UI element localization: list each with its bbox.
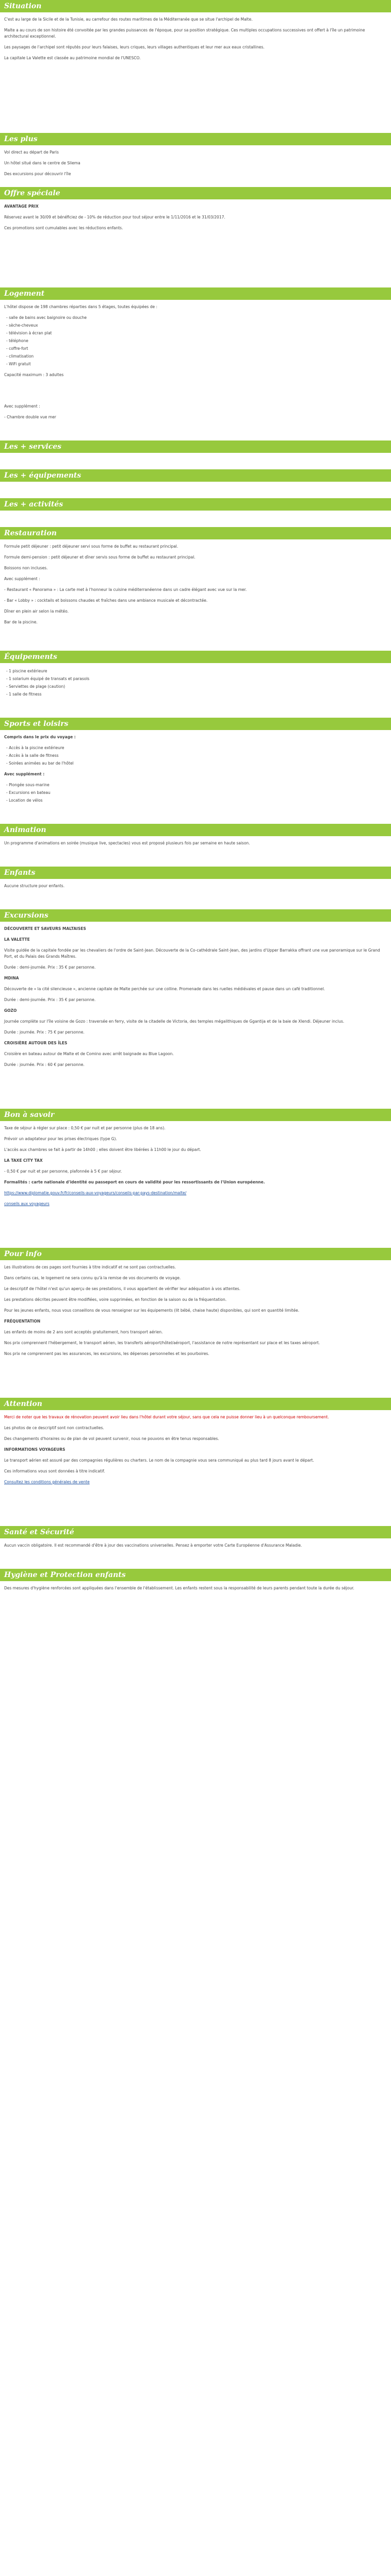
paragraph: Formule petit déjeuner : petit déjeuner servi sous forme de buffet au restaurant principal. [4,544,178,549]
section-situation [0,0,391,133]
list-item: - téléphone [6,338,28,343]
paragraph: AVANTAGE PRIX [4,204,39,209]
paragraph: C'est au large de la Sicile et de la Tunisie, au carrefour des routes maritimes de la Méditerranée que se situe l'archipel de Malte. [4,17,253,22]
list-item: Vol direct au départ de Paris [4,150,59,155]
paragraph: Durée : journée. Prix : 60 € par personne. [4,1062,85,1067]
formalities-note: Formalités : carte nationale d'identité ou passeport en cours de validité pour les ressortissants de l'Union européenne. [4,1180,265,1184]
paragraph: Les paysages de l'archipel sont réputés pour leurs falaises, leurs criques, leurs villages authentiques et leur mer aux eaux cristallines. [4,45,265,49]
section-excursions [0,909,391,1109]
subheading: Avec supplément : [4,772,45,776]
paragraph: Visite guidée de la capitale fondée par les chevaliers de l'ordre de Saint-Jean. Découverte de la Co-cathédrale Saint-Jean, des jardins d'Upper Barrakka offrant une vue panoramique sur le Grand Port, et du Palais des Grands Maîtres. [4,948,380,959]
subheading: FRÉQUENTATION [4,1319,41,1324]
paragraph: Formule demi-pension : petit déjeuner et dîner servis sous forme de buffet au restaurant principal. [4,555,196,560]
paragraph: Nos prix ne comprennent pas les assurances, les excursions, les dépenses personnelles et les pourboires. [4,1351,209,1356]
excursion-name: MDINA [4,976,19,980]
list-item: - WiFi gratuit [6,362,31,366]
paragraph: Aucun vaccin obligatoire. Il est recommandé d'être à jour des vaccinations universelles. Pensez à emporter votre Carte Européenne d'Assurance Maladie. [4,1543,302,1548]
paragraph: La capitale La Valette est classée au patrimoine mondial de l'UNESCO. [4,56,141,60]
section-title: Situation [0,0,391,12]
section-attention [0,1398,391,1526]
section-restauration [0,527,391,651]
list-item: - sèche-cheveux [6,323,38,328]
section-animation [0,824,391,867]
section-title: Les + activités [0,498,391,511]
section-title: Les plus [0,133,391,145]
paragraph: Boissons non incluses. [4,566,48,570]
list-item: Un hôtel situé dans le centre de Sliema [4,161,80,165]
paragraph: Les photos de ce descriptif sont non contractuelles. [4,1426,104,1430]
subheading: DÉCOUVERTE ET SAVEURS MALTAISES [4,926,86,931]
paragraph: Capacité maximum : 3 adultes [4,372,64,377]
section-sante [0,1526,391,1569]
paragraph: Découverte de « la cité silencieuse », ancienne capitale de Malte perchée sur une colline. Promenade dans les ruelles médiévales et pause dans un café traditionnel. [4,987,325,991]
paragraph: Taxe de séjour à régler sur place : 0,50 € par nuit et par personne (plus de 18 ans). [4,1126,166,1130]
section-title: Pour info [0,1248,391,1260]
paragraph: Dîner en plein air selon la météo. [4,609,69,614]
list-item: - climatisation [6,354,34,359]
paragraph: L'accès aux chambres se fait à partir de 14h00 ; elles doivent être libérées à 11h00 le jour du départ. [4,1147,201,1152]
paragraph: - 0,50 € par nuit et par personne, plafonnée à 5 € par séjour. [4,1169,122,1174]
diplomatie-link[interactable]: https://www.diplomatie.gouv.fr/fr/conseils-aux-voyageurs/conseils-par-pays-destination/malte/ [4,1191,187,1195]
section-enfants [0,867,391,909]
paragraph: Nos prix comprennent l'hébergement, le transport aérien, les transferts aéroport/hôtel/aéroport, l'assistance de notre représentant sur place et les taxes aéroport. [4,1341,320,1345]
paragraph: Malte a au cours de son histoire été convoitée par les grandes puissances de l'époque, pour sa position stratégique. Ces multiples occupations successives ont offert à l'île un patrimoine architectural exceptionnel. [4,28,365,39]
paragraph: Durée : demi-journée. Prix : 35 € par personne. [4,997,96,1002]
section-title: Santé et Sécurité [0,1526,391,1538]
section-title: Logement [0,287,391,300]
paragraph: Réservez avant le 30/09 et bénéficiez de - 10% de réduction pour tout séjour entre le 1/11/2016 et le 31/03/2017. [4,215,225,219]
subheading: Compris dans le prix du voyage : [4,735,76,739]
excursion-name: GOZO [4,1008,17,1013]
paragraph: Croisière en bateau autour de Malte et de Comino avec arrêt baignade au Blue Lagoon. [4,1052,174,1056]
section-services [0,440,391,527]
paragraph: Avec supplément : [4,577,40,581]
paragraph: Les prestations décrites peuvent être modifiées, voire supprimées, en fonction de la saison ou de la fréquentation. [4,1297,227,1302]
list-item: - Soirées animées au bar de l'hôtel [6,761,74,766]
subheading: INFORMATIONS VOYAGEURS [4,1447,66,1452]
section-pour-info [0,1248,391,1398]
section-les-plus [0,133,391,187]
section-offre [0,187,391,287]
paragraph: L'hôtel dispose de 198 chambres réparties dans 5 étages, toutes équipées de : [4,304,158,309]
section-title: Excursions [0,909,391,922]
list-item: - coffre-fort [6,346,28,351]
paragraph: Ces promotions sont cumulables avec les réductions enfants. [4,226,123,230]
paragraph: Des changements d'horaires ou de plan de vol peuvent survenir, nous ne pouvons en être tenus responsables. [4,1436,219,1441]
paragraph: Bar de la piscine. [4,620,38,624]
section-title: Animation [0,824,391,836]
paragraph: Dans certains cas, le logement ne sera connu qu'à la remise de vos documents de voyage. [4,1276,181,1280]
excursion-name: LA VALETTE [4,937,30,942]
list-item: - Plongée sous-marine [6,783,50,787]
paragraph: Journée complète sur l'île voisine de Gozo : traversée en ferry, visite de la citadelle de Victoria, des temples mégalithiques de Ggantija et de la baie de Xlendi. Déjeuner inclus. [4,1019,345,1024]
section-title: Les + services [0,440,391,453]
list-item: - Location de vélos [6,798,43,803]
section-bon-a-savoir [0,1109,391,1248]
list-item: - Accès à la salle de fitness [6,753,59,758]
paragraph: Des mesures d'hygiène renforcées sont appliquées dans l'ensemble de l'établissement. Les enfants restent sous la responsabilité de leurs parents pendant toute la durée du séjour. [4,1586,354,1590]
paragraph: - Bar « Lobby » : cocktails et boissons chaudes et fraîches dans une ambiance musicale et décontractée. [4,598,208,603]
list-item: - 1 salle de fitness [6,692,42,697]
paragraph: Prévoir un adaptateur pour les prises électriques (type G). [4,1137,117,1141]
section-hygiene [0,1569,391,1601]
conseils-link[interactable]: conseils aux voyageurs [4,1201,50,1206]
paragraph: Durée : demi-journée. Prix : 35 € par personne. [4,965,96,970]
paragraph: Le descriptif de l'hôtel n'est qu'un aperçu de ses prestations, il vous appartient de vérifier leur adéquation à vos attentes. [4,1286,240,1291]
section-title: Les + équipements [0,469,391,482]
list-item: Des excursions pour découvrir l'île [4,172,71,176]
section-title: Attention [0,1398,391,1410]
section-title: Enfants [0,867,391,879]
list-item: - télévision à écran plat [6,331,52,335]
section-equipements [0,651,391,718]
section-title: Bon à savoir [0,1109,391,1121]
paragraph: Pour les jeunes enfants, nous vous conseillons de vous renseigner sur les équipements (lit bébé, chaise haute) disponibles, qui sont en quantité limitée. [4,1308,300,1313]
paragraph: Le transport aérien est assuré par des compagnies régulières ou charters. Le nom de la compagnie vous sera communiqué au plus tard 8 jours avant le départ. [4,1458,314,1463]
warning-text: Merci de noter que les travaux de rénovation peuvent avoir lieu dans l'hôtel durant votre séjour, sans que cela ne puisse donner lieu à un quelconque remboursement. [4,1415,329,1419]
section-title: Offre spéciale [0,187,391,199]
paragraph: - Restaurant « Panorama » : La carte met à l'honneur la cuisine méditerranéenne dans un cadre élégant avec vue sur la mer. [4,587,247,592]
paragraph: Un programme d'animations en soirée (musique live, spectacles) vous est proposé plusieurs fois par semaine en haute saison. [4,841,250,845]
paragraph: - Chambre double vue mer [4,415,56,419]
paragraph: Les illustrations de ces pages sont fournies à titre indicatif et ne sont pas contractuelles. [4,1265,176,1269]
paragraph: Les enfants de moins de 2 ans sont acceptés gratuitement, hors transport aérien. [4,1330,163,1334]
section-title: Restauration [0,527,391,539]
list-item: - salle de bains avec baignoire ou douche [6,315,87,320]
paragraph: Avec supplément : [4,404,40,409]
cgv-link[interactable]: Consultez les conditions générales de vente [4,1480,90,1484]
section-title: Équipements [0,651,391,663]
section-logement [0,287,391,440]
list-item: - Serviettes de plage (caution) [6,684,66,689]
section-sports [0,718,391,824]
paragraph: Ces informations vous sont données à titre indicatif. [4,1469,105,1473]
list-item: - 1 solarium équipé de transats et parasols [6,676,90,681]
paragraph: Durée : journée. Prix : 75 € par personne. [4,1030,85,1035]
list-item: - Excursions en bateau [6,790,51,795]
subheading: LA TAXE CITY TAX [4,1158,43,1163]
list-item: - Accès à la piscine extérieure [6,745,64,750]
paragraph: Aucune structure pour enfants. [4,884,65,888]
excursion-name: CROISIÈRE AUTOUR DES ÎLES [4,1041,68,1045]
section-title: Hygiène et Protection enfants [0,1569,391,1581]
section-title: Sports et loisirs [0,718,391,730]
list-item: - 1 piscine extérieure [6,669,47,673]
